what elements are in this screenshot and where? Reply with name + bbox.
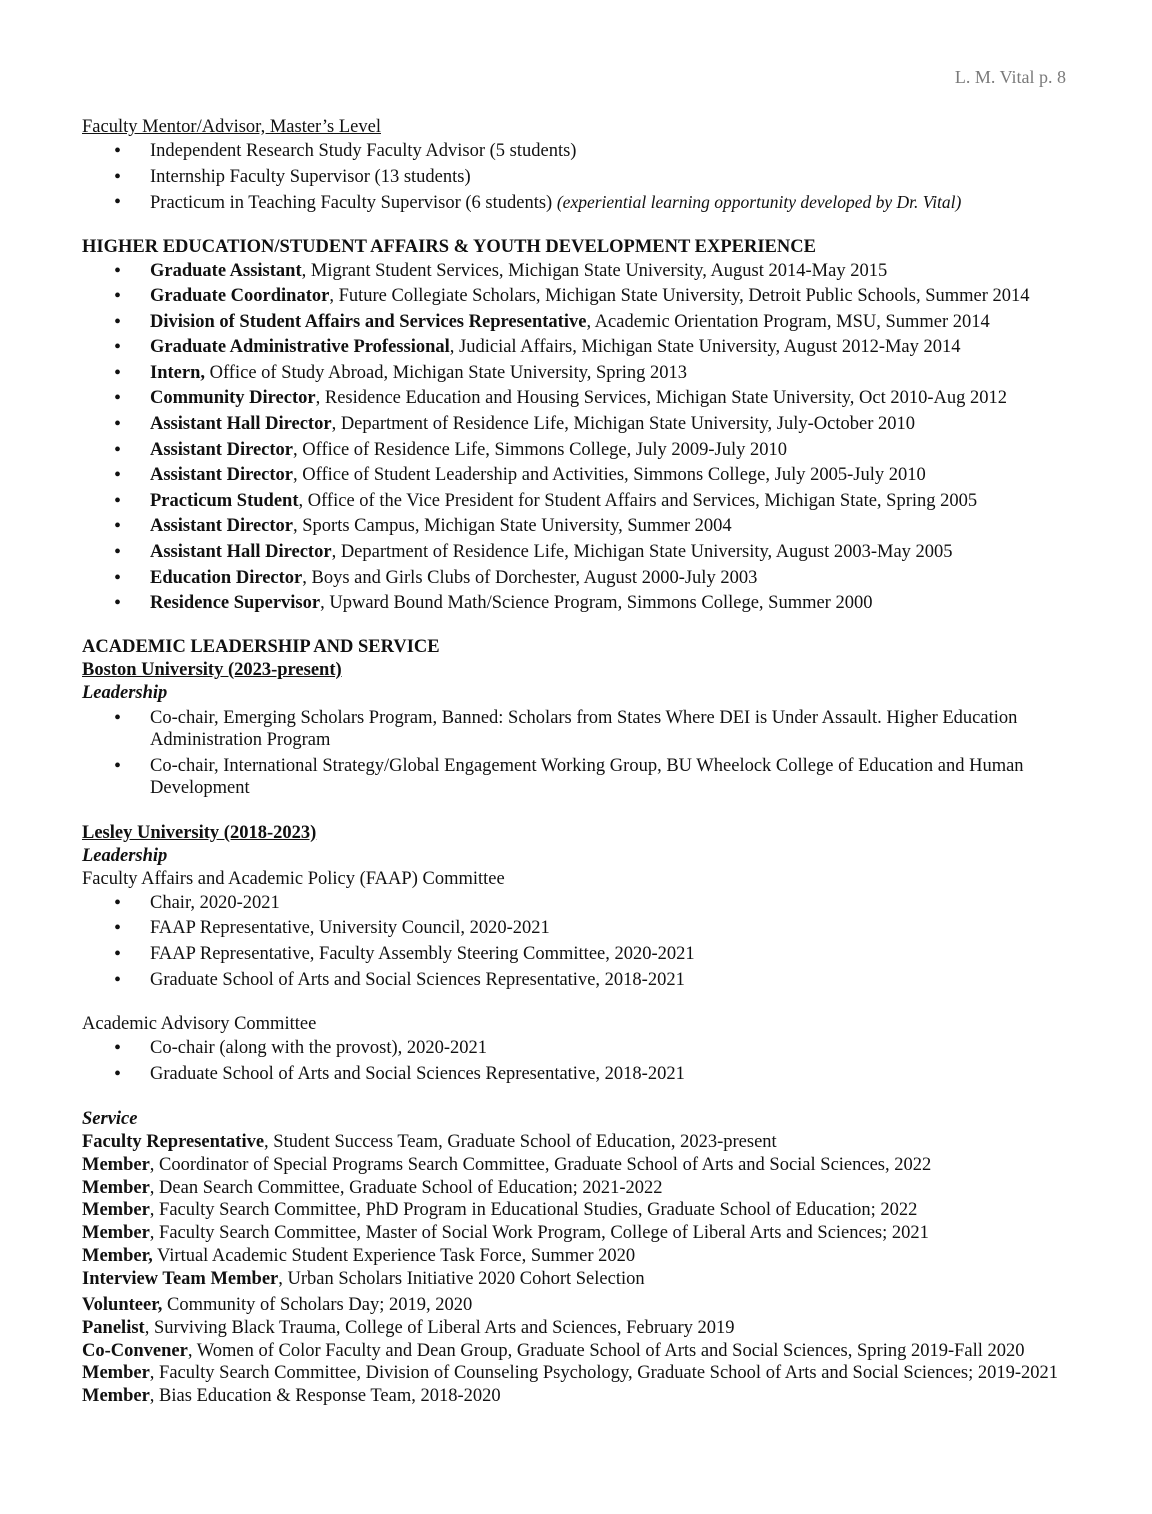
list-item: Member, Faculty Search Committee, PhD Program in Educational Studies, Graduate School of Education; 2022 [82, 1200, 918, 1221]
list-item: • Intern, Office of Study Abroad, Michigan State University, Spring 2013 [82, 361, 1122, 387]
list-item: • Assistant Director, Sports Campus, Michigan State University, Summer 2004 [82, 514, 1122, 540]
list-item: • Graduate School of Arts and Social Sciences Representative, 2018-2021 [82, 968, 1122, 994]
list-item: Co-Convener, Women of Color Faculty and Dean Group, Graduate School of Arts and Social Sciences, Spring 2019-Fall 2020 [82, 1340, 1025, 1361]
list-item: • Graduate Assistant, Migrant Student Services, Michigan State University, August 2014-May 2015 [82, 259, 1122, 285]
list-item: Member, Dean Search Committee, Graduate School of Education; 2021-2022 [82, 1177, 663, 1198]
bu-heading: Boston University (2023-present) [82, 659, 342, 680]
list-item: • Division of Student Affairs and Services Representative, Academic Orientation Program, MSU, Summer 2014 [82, 310, 1122, 336]
list-item: Interview Team Member, Urban Scholars Initiative 2020 Cohort Selection [82, 1268, 645, 1289]
document-body [82, 115, 1122, 1408]
lesley-heading: Lesley University (2018-2023) [82, 822, 317, 843]
bu-leadership-list [82, 707, 1122, 800]
list-item: • Co-chair, Emerging Scholars Program, Banned: Scholars from States Where DEI is Under Assault. Higher Education Administration Program [82, 707, 1122, 752]
list-item: Member, Coordinator of Special Programs Search Committee, Graduate School of Arts and Social Sciences, 2022 [82, 1155, 932, 1176]
list-item: • Community Director, Residence Education and Housing Services, Michigan State University, Oct 2010-Aug 2012 [82, 386, 1122, 412]
faap-committee-title: Faculty Affairs and Academic Policy (FAAP) Committee [82, 868, 505, 889]
experience-title: HIGHER EDUCATION/STUDENT AFFAIRS & YOUTH DEVELOPMENT EXPERIENCE [82, 236, 816, 257]
list-item: • FAAP Representative, Faculty Assembly Steering Committee, 2020-2021 [82, 942, 1122, 968]
list-item: Member, Virtual Academic Student Experience Task Force, Summer 2020 [82, 1245, 636, 1266]
list-item: • Graduate School of Arts and Social Sciences Representative, 2018-2021 [82, 1062, 1122, 1088]
list-item: Member, Bias Education & Response Team, 2018-2020 [82, 1386, 501, 1407]
list-item: Panelist, Surviving Black Trauma, College of Liberal Arts and Sciences, February 2019 [82, 1318, 735, 1338]
list-item: • Co-chair, International Strategy/Global Engagement Working Group, BU Wheelock College of Education and Human Development [82, 755, 1122, 800]
list-item: • Independent Research Study Faculty Advisor (5 students) [82, 139, 1122, 165]
leadership-service-title: ACADEMIC LEADERSHIP AND SERVICE [82, 636, 440, 657]
advisor-list [82, 139, 1122, 217]
list-item: • Education Director, Boys and Girls Clubs of Dorchester, August 2000-July 2003 [82, 566, 1122, 592]
list-item: Faculty Representative, Student Success Team, Graduate School of Education, 2023-present [82, 1132, 777, 1153]
list-item: • Graduate Administrative Professional, Judicial Affairs, Michigan State University, August 2012-May 2014 [82, 335, 1122, 361]
bu-leadership-label: Leadership [82, 682, 168, 703]
aac-list [82, 1036, 1122, 1087]
page-header: L. M. Vital p. 8 [954, 67, 1066, 87]
list-item: • Graduate Coordinator, Future Collegiate Scholars, Michigan State University, Detroit Public Schools, Summer 2014 [82, 284, 1122, 310]
list-item: • Assistant Hall Director, Department of Residence Life, Michigan State University, August 2003-May 2005 [82, 540, 1122, 566]
list-item: • Chair, 2020-2021 [82, 891, 1122, 917]
list-item: • Practicum in Teaching Faculty Supervisor (6 students) (experiential learning opportunity developed by Dr. Vital) [82, 190, 1122, 217]
experience-list [82, 259, 1122, 617]
aac-committee-title: Academic Advisory Committee [82, 1014, 317, 1035]
list-item: • Assistant Director, Office of Student Leadership and Activities, Simmons College, July 2005-July 2010 [82, 463, 1122, 489]
service-list [82, 1131, 1122, 1407]
list-item: Volunteer, Community of Scholars Day; 2019, 2020 [82, 1295, 473, 1316]
list-item: • Residence Supervisor, Upward Bound Math/Science Program, Simmons College, Summer 2000 [82, 591, 1122, 617]
advisor-title: Faculty Mentor/Advisor, Master’s Level [82, 117, 381, 137]
list-item: Member, Faculty Search Committee, Master of Social Work Program, College of Liberal Arts and Sciences; 2021 [82, 1223, 929, 1244]
lesley-service-label: Service [82, 1109, 138, 1130]
list-item: • FAAP Representative, University Council, 2020-2021 [82, 916, 1122, 942]
list-item: • Internship Faculty Supervisor (13 students) [82, 165, 1122, 191]
faap-list [82, 891, 1122, 993]
list-item: • Practicum Student, Office of the Vice President for Student Affairs and Services, Michigan State, Spring 2005 [82, 489, 1122, 515]
list-item: • Assistant Director, Office of Residence Life, Simmons College, July 2009-July 2010 [82, 438, 1122, 464]
list-item: • Co-chair (along with the provost), 2020-2021 [82, 1036, 1122, 1062]
list-item: Member, Faculty Search Committee, Division of Counseling Psychology, Graduate School of Arts and Social Sciences; 2019-2021 [82, 1363, 1059, 1384]
lesley-leadership-label: Leadership [82, 845, 168, 866]
list-item: • Assistant Hall Director, Department of Residence Life, Michigan State University, July-October 2010 [82, 412, 1122, 438]
